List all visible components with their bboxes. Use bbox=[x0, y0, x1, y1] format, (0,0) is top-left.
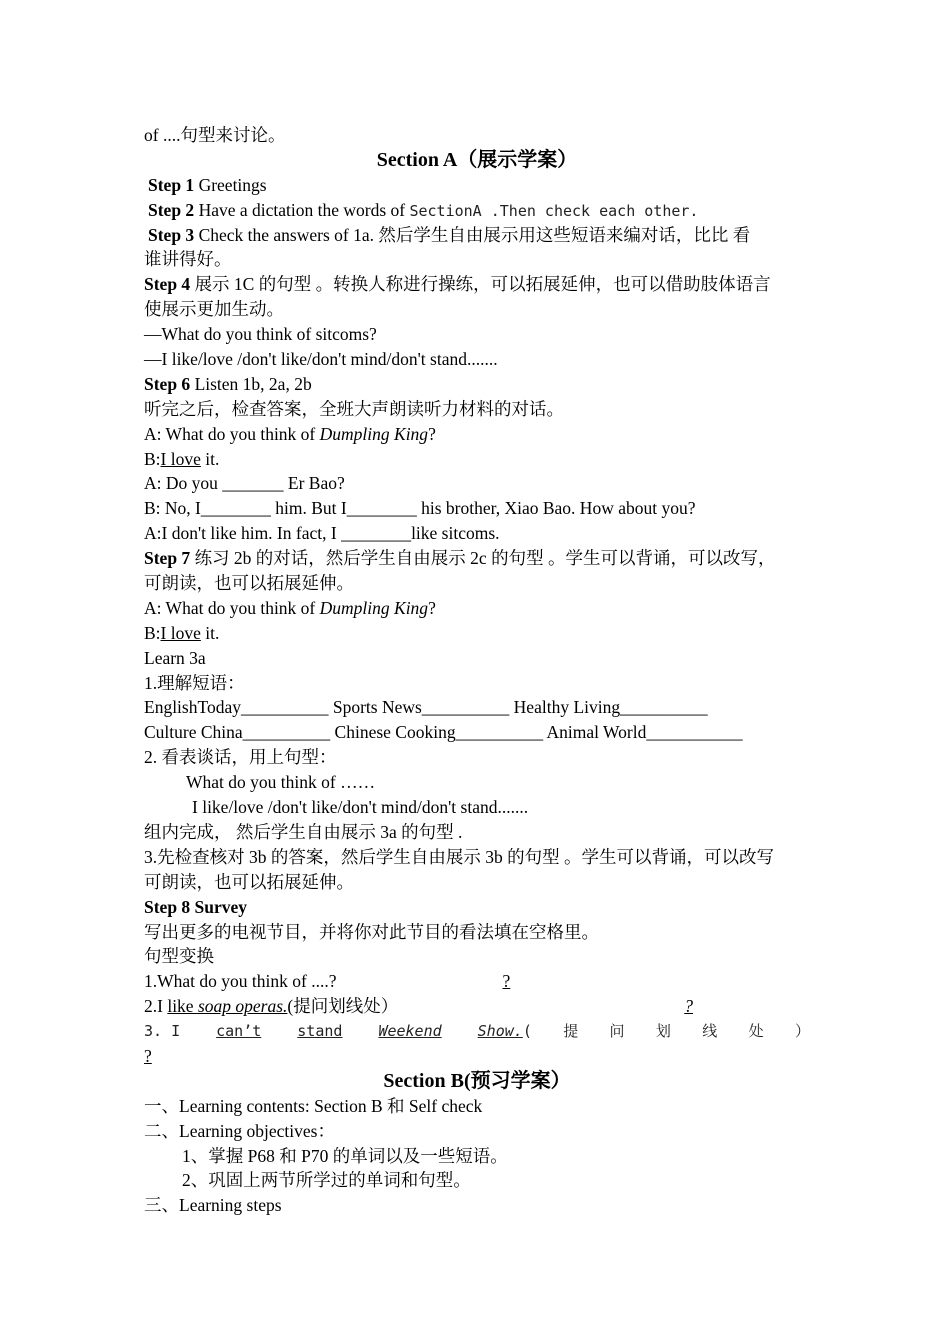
step-label: Step 1 bbox=[148, 174, 195, 195]
step-3-line bbox=[144, 223, 810, 248]
underlined-text bbox=[180, 1022, 523, 1040]
step-text: Have a dictation the words of bbox=[194, 199, 410, 220]
text-line: 写出更多的电视节目，并将你对此节目的看法填在空格里。 bbox=[144, 921, 599, 942]
text-line: 三、Learning steps bbox=[144, 1195, 282, 1216]
text-line: of ....句型来讨论。 bbox=[144, 125, 286, 145]
step-text: Greetings bbox=[194, 174, 267, 195]
underlined-word: Show. bbox=[477, 1022, 523, 1041]
dialogue-line: —I like/love /don't like/don't mind/don't stand....... bbox=[144, 349, 498, 370]
transform-text: 3. I bbox=[144, 1022, 181, 1041]
transform-text: 提 bbox=[563, 1022, 579, 1041]
dialogue-line bbox=[144, 621, 810, 646]
text-line: 一、Learning contents: Section B 和 Self check bbox=[144, 1095, 483, 1116]
step-text: 练习 2b 的对话，然后学生自由展示 2c 的句型 。学生可以背诵，可以改写， bbox=[190, 548, 776, 569]
question-mark: ? bbox=[684, 996, 693, 1017]
dialogue-text: ? bbox=[428, 597, 436, 618]
dialogue-text: it. bbox=[200, 448, 220, 469]
dialogue-line bbox=[144, 422, 810, 447]
transform-line-3 bbox=[144, 1019, 810, 1044]
transform-text: ( bbox=[522, 1022, 532, 1041]
transform-text: ） bbox=[794, 1022, 810, 1041]
underlined-text: soap operas. bbox=[197, 996, 288, 1017]
step-2-line bbox=[144, 198, 810, 223]
step-1-line bbox=[144, 173, 810, 198]
text-line: 二、Learning objectives： bbox=[144, 1120, 335, 1141]
text-line: 2. 看表谈话，用上句型： bbox=[144, 747, 337, 768]
text-line: 可朗读，也可以拓展延伸。 bbox=[144, 573, 354, 594]
dialogue-line: A:I don't like him. In fact, I ________like sitcoms. bbox=[144, 523, 500, 544]
transform-line-1 bbox=[144, 969, 810, 994]
step-6-line bbox=[144, 372, 810, 397]
answer-blank[interactable] bbox=[336, 971, 510, 991]
show-title: Dumpling King bbox=[319, 597, 429, 618]
phrase-line: Culture China__________ Chinese Cooking__________ Animal World___________ bbox=[144, 722, 743, 743]
underlined-text: I love bbox=[160, 622, 201, 643]
text-line: 1.理解短语： bbox=[144, 672, 245, 693]
transform-text: 1.What do you think of ....? bbox=[144, 971, 337, 992]
section-a-heading: Section A（展示学案） bbox=[376, 148, 578, 171]
question-mark: ? bbox=[502, 971, 511, 992]
underlined-word: stand bbox=[297, 1022, 343, 1041]
transform-line-2 bbox=[144, 994, 810, 1019]
dialogue-text: A: What do you think of bbox=[144, 597, 320, 618]
text-line: 使展示更加生动。 bbox=[144, 299, 284, 320]
answer-blank[interactable] bbox=[408, 996, 693, 1016]
dialogue-text: ? bbox=[428, 423, 436, 444]
transform-text: 处 bbox=[748, 1022, 764, 1041]
dialogue-text: A: What do you think of bbox=[144, 423, 320, 444]
text-line: 谁讲得好。 bbox=[144, 249, 232, 270]
pattern-line: What do you think of …… bbox=[186, 772, 376, 793]
transform-text bbox=[144, 1019, 532, 1044]
underlined-word: Weekend bbox=[378, 1022, 442, 1041]
step-text: Check the answers of 1a. 然后学生自由展示用这些短语来编对话，比比 看 bbox=[194, 224, 751, 245]
step-label: Step 2 bbox=[148, 199, 195, 220]
text-line: 句型变换 bbox=[144, 946, 214, 967]
show-title: Dumpling King bbox=[319, 423, 429, 444]
transform-text: 划 bbox=[655, 1022, 671, 1041]
text-line: Learn 3a bbox=[144, 647, 206, 668]
step-label: Step 3 bbox=[148, 224, 195, 245]
section-b-heading: Section B(预习学案） bbox=[383, 1069, 571, 1092]
phrase-line: EnglishToday__________ Sports News__________ Healthy Living__________ bbox=[144, 697, 708, 718]
dialogue-line bbox=[144, 447, 810, 472]
transform-text: 线 bbox=[702, 1022, 718, 1041]
underlined-text: I love bbox=[160, 448, 201, 469]
document-page bbox=[144, 123, 810, 1218]
transform-text: 2.I bbox=[144, 996, 168, 1017]
dialogue-text: B: bbox=[144, 448, 161, 469]
step-8-heading: Step 8 Survey bbox=[144, 896, 248, 917]
text-line: 组内完成， 然后学生自由展示 3a 的句型 . bbox=[144, 821, 463, 842]
step-7-line bbox=[144, 546, 810, 571]
dialogue-line: A: Do you _______ Er Bao? bbox=[144, 473, 345, 494]
step-label: Step 7 bbox=[144, 548, 191, 569]
dialogue-text: it. bbox=[200, 622, 220, 643]
text-line: 听完之后，检查答案，全班大声朗读听力材料的对话。 bbox=[144, 398, 564, 419]
text-line: 2、巩固上两节所学过的单词和句型。 bbox=[182, 1170, 471, 1191]
underlined-word: can’t bbox=[216, 1022, 262, 1041]
dialogue-text: B: bbox=[144, 622, 161, 643]
dialogue-line bbox=[144, 596, 810, 621]
text-line: 可朗读，也可以拓展延伸。 bbox=[144, 871, 354, 892]
pattern-line: I like/love /don't like/don't mind/don't stand....... bbox=[192, 797, 529, 818]
step-text: Listen 1b, 2a, 2b bbox=[190, 373, 312, 394]
transform-text: 问 bbox=[609, 1022, 625, 1041]
step-text: 展示 1C 的句型 。转换人称进行操练，可以拓展延伸，也可以借助肢体语言 bbox=[190, 274, 771, 295]
underlined-text: like bbox=[167, 996, 198, 1017]
text-line: 1、掌握 P68 和 P70 的单词以及一些短语。 bbox=[182, 1145, 508, 1166]
question-mark: ? bbox=[144, 1045, 152, 1066]
dialogue-line: B: No, I________ him. But I________ his brother, Xiao Bao. How about you? bbox=[144, 498, 696, 519]
step-label: Step 6 bbox=[144, 373, 191, 394]
text-line: 3.先检查核对 3b 的答案，然后学生自由展示 3b 的句型 。学生可以背诵，可以改写 bbox=[144, 846, 774, 867]
step-4-line bbox=[144, 272, 810, 297]
transform-line-3-cont bbox=[144, 1044, 810, 1069]
transform-text: (提问划线处） bbox=[287, 996, 399, 1017]
step-text-mono: SectionA .Then check each other. bbox=[409, 201, 699, 220]
step-label: Step 4 bbox=[144, 274, 191, 295]
dialogue-line: —What do you think of sitcoms? bbox=[144, 324, 377, 345]
